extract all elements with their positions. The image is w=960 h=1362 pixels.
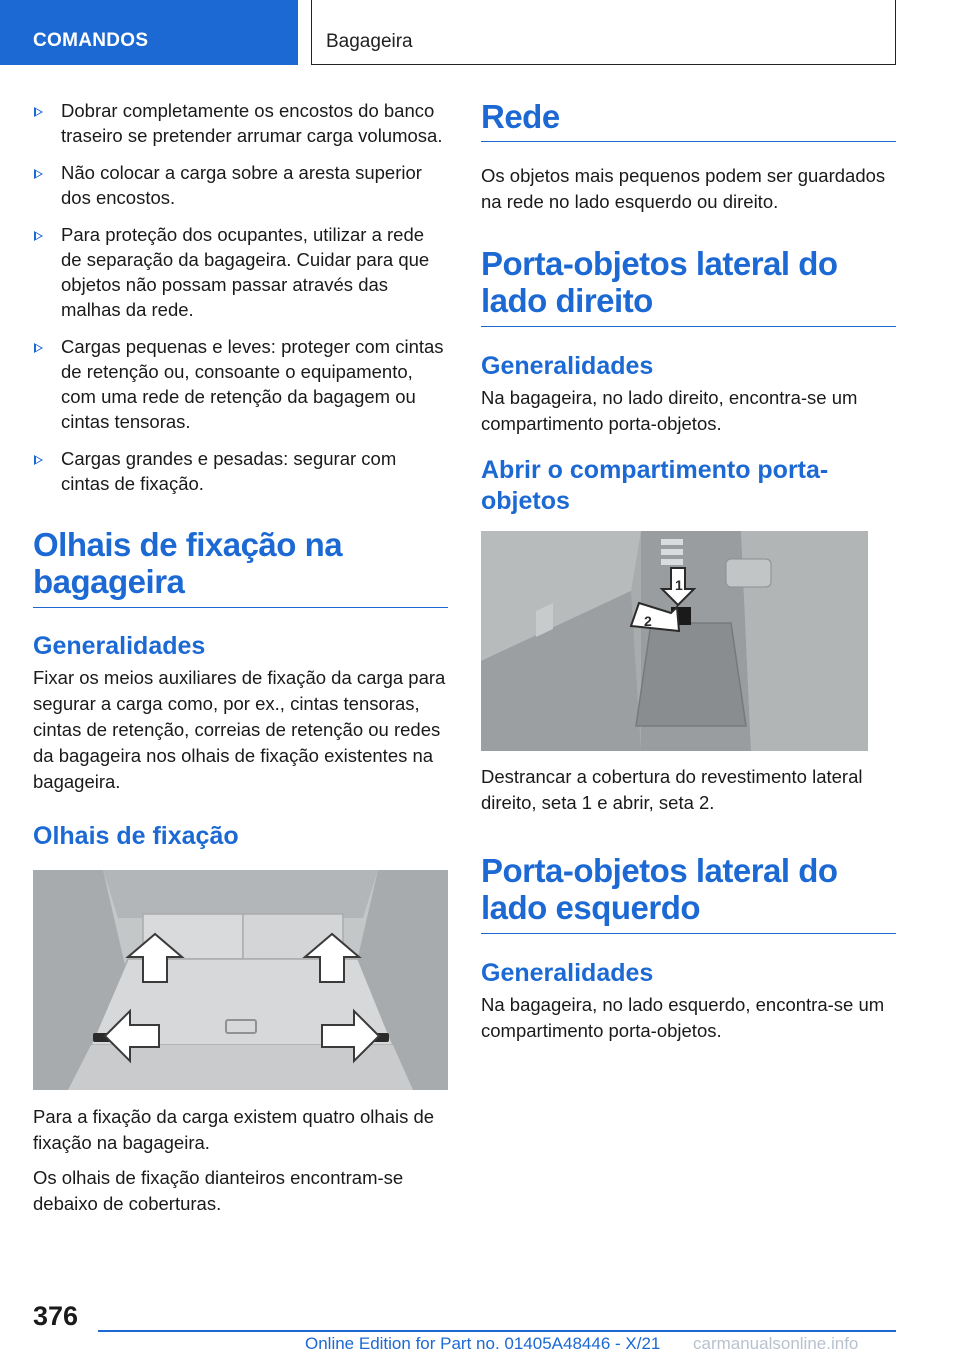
arrow-2-label: 2 bbox=[644, 613, 652, 629]
list-item: Não colocar a carga sobre a aresta superior dos encostos. bbox=[33, 160, 448, 210]
subheading-general: Generalidades bbox=[33, 632, 206, 660]
right-general-paragraph: Na bagageira, no lado direito, encontra-se um compartimento porta-objetos. bbox=[481, 387, 858, 434]
subheading-lashing-eyes: Olhais de fixação bbox=[33, 822, 239, 850]
section-title-right-storage: Porta-objetos lateral do lado direito bbox=[481, 245, 896, 327]
net-paragraph: Os objetos mais pequenos podem ser guardados na rede no lado esquerdo ou direito. bbox=[481, 165, 886, 212]
list-item: Cargas grandes e pesadas: segurar com cintas de fixação. bbox=[33, 446, 448, 496]
list-item: Cargas pequenas e leves: proteger com cintas de retenção ou, consoante o equipamento, com uma rede de retenção da bagagem ou cintas tensoras. bbox=[33, 334, 448, 434]
triangle-bullet-icon bbox=[34, 169, 43, 179]
watermark: carmanualsonline.info bbox=[693, 1334, 859, 1353]
section-title-lashing-eyes: Olhais de fixação na bagageira bbox=[33, 526, 448, 608]
left-column bbox=[33, 98, 448, 1217]
storage-compartment-photo bbox=[481, 531, 868, 751]
section-label: COMANDOS bbox=[33, 30, 149, 51]
arrow-1-label: 1 bbox=[675, 577, 683, 593]
page-header-title: Bagageira bbox=[326, 31, 413, 52]
triangle-bullet-icon bbox=[34, 231, 43, 241]
left-general-paragraph: Na bagageira, no lado esquerdo, encontra-se um compartimento porta-objetos. bbox=[481, 994, 885, 1041]
photo-caption-1: Para a fixação da carga existem quatro olhais de fixação na bagageira. bbox=[33, 1106, 435, 1153]
section-title-net: Rede bbox=[481, 98, 896, 142]
subheading-right-general: Generalidades bbox=[481, 352, 654, 380]
list-item: Para proteção dos ocupantes, utilizar a rede de separação da bagageira. Cuidar para que objetos não possam passar através das malhas da rede. bbox=[33, 222, 448, 322]
general-paragraph: Fixar os meios auxiliares de fixação da carga para segurar a carga como, por ex., cintas tensoras, cintas de retenção, correias de retenção ou redes da bagageira nos olhais de fixação existentes na bagageira. bbox=[33, 667, 446, 792]
triangle-bullet-icon bbox=[34, 455, 43, 465]
triangle-bullet-icon bbox=[34, 107, 43, 117]
triangle-bullet-icon bbox=[34, 343, 43, 353]
subheading-open-compartment: Abrir o compartimento porta-objetos bbox=[481, 456, 829, 515]
section-tab bbox=[0, 0, 298, 65]
page-header bbox=[311, 0, 896, 65]
right-column bbox=[481, 98, 896, 1044]
section-title-left-storage: Porta-objetos lateral do lado esquerdo bbox=[481, 852, 896, 934]
list-item: Dobrar completamente os encostos do banco traseiro se pretender arrumar carga volumosa. bbox=[33, 98, 448, 148]
page-number: 376 bbox=[33, 1301, 79, 1331]
photo-caption-2: Os olhais de fixação dianteiros encontram-se debaixo de coberturas. bbox=[33, 1167, 404, 1214]
subheading-left-general: Generalidades bbox=[481, 959, 654, 987]
compartment-photo-caption: Destrancar a cobertura do revestimento lateral direito, seta 1 e abrir, seta 2. bbox=[481, 766, 863, 813]
bullet-list bbox=[33, 98, 448, 496]
footer-rule bbox=[98, 1330, 896, 1332]
cargo-lashing-eyes-photo bbox=[33, 870, 448, 1090]
footer-edition: Online Edition for Part no. 01405A48446 - X/21 bbox=[305, 1334, 661, 1353]
